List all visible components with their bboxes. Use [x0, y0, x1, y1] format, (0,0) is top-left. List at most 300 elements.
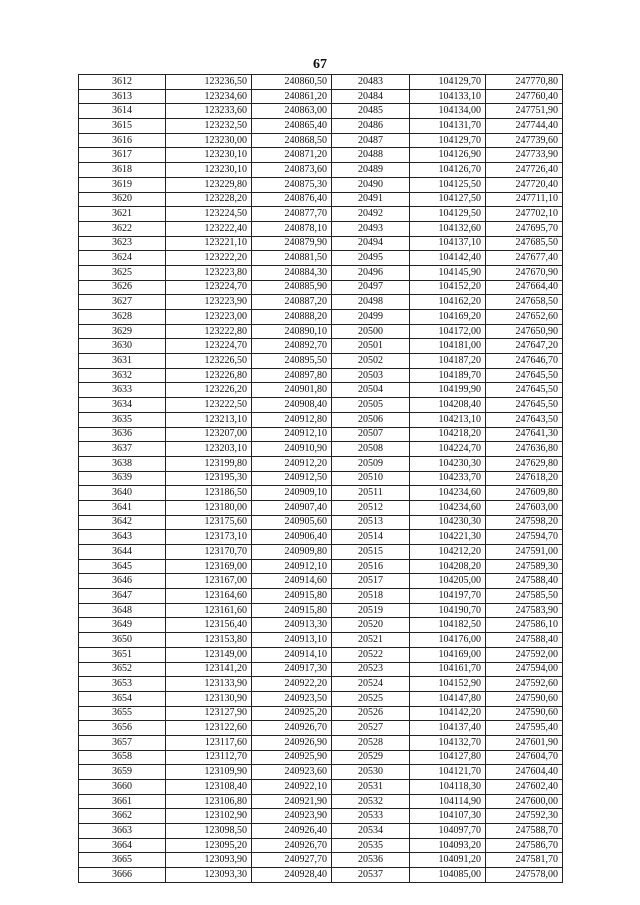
point-number-cell: 3642 [79, 515, 166, 530]
y-coordinate-cell: 247733,90 [486, 148, 563, 163]
x-coordinate-cell: 123222,20 [166, 251, 252, 266]
y-coordinate-cell: 247588,40 [486, 574, 563, 589]
x-coordinate-cell: 104190,70 [410, 603, 486, 618]
y-coordinate-cell: 240881,50 [252, 251, 332, 266]
y-coordinate-cell: 247646,70 [486, 354, 563, 369]
point-number-cell: 20529 [332, 750, 410, 765]
table-row [79, 647, 563, 662]
x-coordinate-cell: 123230,10 [166, 148, 252, 163]
table-row [79, 442, 563, 457]
x-coordinate-cell: 104212,20 [410, 545, 486, 560]
x-coordinate-cell: 123180,00 [166, 500, 252, 515]
page-number: 67 [313, 57, 327, 72]
y-coordinate-cell: 240923,60 [252, 765, 332, 780]
y-coordinate-cell: 240928,40 [252, 868, 332, 883]
point-number-cell: 3613 [79, 89, 166, 104]
point-number-cell: 20525 [332, 691, 410, 706]
y-coordinate-cell: 240865,40 [252, 119, 332, 134]
point-number-cell: 20536 [332, 853, 410, 868]
y-coordinate-cell: 247595,40 [486, 721, 563, 736]
x-coordinate-cell: 104169,00 [410, 647, 486, 662]
x-coordinate-cell: 104118,30 [410, 780, 486, 795]
x-coordinate-cell: 104145,90 [410, 265, 486, 280]
y-coordinate-cell: 240913,30 [252, 618, 332, 633]
x-coordinate-cell: 104230,30 [410, 515, 486, 530]
point-number-cell: 3660 [79, 780, 166, 795]
x-coordinate-cell: 123221,10 [166, 236, 252, 251]
point-number-cell: 3616 [79, 133, 166, 148]
x-coordinate-cell: 123173,10 [166, 530, 252, 545]
point-number-cell: 20510 [332, 471, 410, 486]
y-coordinate-cell: 240905,60 [252, 515, 332, 530]
table-row [79, 310, 563, 325]
y-coordinate-cell: 247652,60 [486, 310, 563, 325]
x-coordinate-cell: 104189,70 [410, 368, 486, 383]
point-number-cell: 3636 [79, 427, 166, 442]
x-coordinate-cell: 123153,80 [166, 633, 252, 648]
point-number-cell: 3650 [79, 633, 166, 648]
y-coordinate-cell: 247600,00 [486, 794, 563, 809]
y-coordinate-cell: 247592,60 [486, 677, 563, 692]
x-coordinate-cell: 123170,70 [166, 545, 252, 560]
y-coordinate-cell: 240923,50 [252, 691, 332, 706]
table-row [79, 721, 563, 736]
point-number-cell: 20534 [332, 824, 410, 839]
point-number-cell: 20486 [332, 119, 410, 134]
x-coordinate-cell: 104097,70 [410, 824, 486, 839]
table-row [79, 75, 563, 90]
y-coordinate-cell: 247604,40 [486, 765, 563, 780]
table-row [79, 677, 563, 692]
point-number-cell: 3635 [79, 412, 166, 427]
y-coordinate-cell: 247588,40 [486, 633, 563, 648]
point-number-cell: 20500 [332, 324, 410, 339]
x-coordinate-cell: 104234,60 [410, 486, 486, 501]
point-number-cell: 3634 [79, 398, 166, 413]
x-coordinate-cell: 104172,00 [410, 324, 486, 339]
y-coordinate-cell: 240912,10 [252, 427, 332, 442]
point-number-cell: 20506 [332, 412, 410, 427]
y-coordinate-cell: 247641,30 [486, 427, 563, 442]
y-coordinate-cell: 240926,40 [252, 824, 332, 839]
x-coordinate-cell: 104121,70 [410, 765, 486, 780]
y-coordinate-cell: 247629,80 [486, 456, 563, 471]
x-coordinate-cell: 104213,10 [410, 412, 486, 427]
x-coordinate-cell: 104134,00 [410, 104, 486, 119]
x-coordinate-cell: 104137,10 [410, 236, 486, 251]
y-coordinate-cell: 240923,90 [252, 809, 332, 824]
point-number-cell: 3658 [79, 750, 166, 765]
point-number-cell: 3625 [79, 265, 166, 280]
x-coordinate-cell: 104182,50 [410, 618, 486, 633]
point-number-cell: 20524 [332, 677, 410, 692]
x-coordinate-cell: 104091,20 [410, 853, 486, 868]
table-row [79, 515, 563, 530]
x-coordinate-cell: 104093,20 [410, 838, 486, 853]
x-coordinate-cell: 104234,60 [410, 500, 486, 515]
point-number-cell: 3629 [79, 324, 166, 339]
x-coordinate-cell: 123203,10 [166, 442, 252, 457]
table-row [79, 706, 563, 721]
point-number-cell: 3645 [79, 559, 166, 574]
x-coordinate-cell: 123222,40 [166, 221, 252, 236]
table-row [79, 589, 563, 604]
x-coordinate-cell: 104126,90 [410, 148, 486, 163]
y-coordinate-cell: 240906,40 [252, 530, 332, 545]
x-coordinate-cell: 123130,90 [166, 691, 252, 706]
point-number-cell: 20512 [332, 500, 410, 515]
x-coordinate-cell: 123164,60 [166, 589, 252, 604]
point-number-cell: 3639 [79, 471, 166, 486]
coordinates-table-body [79, 75, 563, 883]
point-number-cell: 3615 [79, 119, 166, 134]
point-number-cell: 20520 [332, 618, 410, 633]
table-row [79, 280, 563, 295]
y-coordinate-cell: 247594,00 [486, 662, 563, 677]
x-coordinate-cell: 123093,30 [166, 868, 252, 883]
y-coordinate-cell: 247590,60 [486, 691, 563, 706]
table-row [79, 809, 563, 824]
y-coordinate-cell: 240887,20 [252, 295, 332, 310]
point-number-cell: 3656 [79, 721, 166, 736]
point-number-cell: 3664 [79, 838, 166, 853]
y-coordinate-cell: 247609,80 [486, 486, 563, 501]
x-coordinate-cell: 104221,30 [410, 530, 486, 545]
x-coordinate-cell: 104152,90 [410, 677, 486, 692]
point-number-cell: 3646 [79, 574, 166, 589]
table-row [79, 324, 563, 339]
y-coordinate-cell: 247711,10 [486, 192, 563, 207]
table-row [79, 603, 563, 618]
point-number-cell: 3655 [79, 706, 166, 721]
x-coordinate-cell: 123133,90 [166, 677, 252, 692]
table-row [79, 383, 563, 398]
point-number-cell: 3641 [79, 500, 166, 515]
y-coordinate-cell: 240917,30 [252, 662, 332, 677]
y-coordinate-cell: 247695,70 [486, 221, 563, 236]
y-coordinate-cell: 247664,40 [486, 280, 563, 295]
point-number-cell: 3638 [79, 456, 166, 471]
point-number-cell: 20531 [332, 780, 410, 795]
x-coordinate-cell: 123226,50 [166, 354, 252, 369]
table-row [79, 691, 563, 706]
x-coordinate-cell: 123207,00 [166, 427, 252, 442]
x-coordinate-cell: 123161,60 [166, 603, 252, 618]
x-coordinate-cell: 104137,40 [410, 721, 486, 736]
y-coordinate-cell: 247670,90 [486, 265, 563, 280]
point-number-cell: 3622 [79, 221, 166, 236]
point-number-cell: 3654 [79, 691, 166, 706]
y-coordinate-cell: 240884,30 [252, 265, 332, 280]
y-coordinate-cell: 247726,40 [486, 163, 563, 178]
table-row [79, 295, 563, 310]
table-row [79, 207, 563, 222]
y-coordinate-cell: 240925,90 [252, 750, 332, 765]
x-coordinate-cell: 104126,70 [410, 163, 486, 178]
x-coordinate-cell: 123233,60 [166, 104, 252, 119]
table-row [79, 780, 563, 795]
x-coordinate-cell: 123167,00 [166, 574, 252, 589]
point-number-cell: 3643 [79, 530, 166, 545]
point-number-cell: 3652 [79, 662, 166, 677]
table-row [79, 574, 563, 589]
point-number-cell: 20521 [332, 633, 410, 648]
point-number-cell: 3627 [79, 295, 166, 310]
y-coordinate-cell: 240914,10 [252, 647, 332, 662]
x-coordinate-cell: 123199,80 [166, 456, 252, 471]
table-row [79, 339, 563, 354]
table-row [79, 89, 563, 104]
x-coordinate-cell: 123222,80 [166, 324, 252, 339]
table-row [79, 427, 563, 442]
point-number-cell: 20516 [332, 559, 410, 574]
x-coordinate-cell: 123228,20 [166, 192, 252, 207]
y-coordinate-cell: 247603,00 [486, 500, 563, 515]
y-coordinate-cell: 240878,10 [252, 221, 332, 236]
point-number-cell: 20498 [332, 295, 410, 310]
point-number-cell: 20515 [332, 545, 410, 560]
table-row [79, 354, 563, 369]
x-coordinate-cell: 123122,60 [166, 721, 252, 736]
point-number-cell: 3624 [79, 251, 166, 266]
x-coordinate-cell: 104085,00 [410, 868, 486, 883]
x-coordinate-cell: 104230,30 [410, 456, 486, 471]
table-row [79, 559, 563, 574]
y-coordinate-cell: 247589,30 [486, 559, 563, 574]
table-row [79, 251, 563, 266]
y-coordinate-cell: 240921,90 [252, 794, 332, 809]
table-row [79, 794, 563, 809]
x-coordinate-cell: 104176,00 [410, 633, 486, 648]
point-number-cell: 20527 [332, 721, 410, 736]
point-number-cell: 20537 [332, 868, 410, 883]
y-coordinate-cell: 247591,00 [486, 545, 563, 560]
y-coordinate-cell: 247585,50 [486, 589, 563, 604]
x-coordinate-cell: 104142,20 [410, 706, 486, 721]
x-coordinate-cell: 104169,20 [410, 310, 486, 325]
y-coordinate-cell: 247744,40 [486, 119, 563, 134]
x-coordinate-cell: 123222,50 [166, 398, 252, 413]
point-number-cell: 3617 [79, 148, 166, 163]
x-coordinate-cell: 123223,80 [166, 265, 252, 280]
table-row [79, 824, 563, 839]
table-row [79, 750, 563, 765]
point-number-cell: 20532 [332, 794, 410, 809]
point-number-cell: 20490 [332, 177, 410, 192]
point-number-cell: 20523 [332, 662, 410, 677]
y-coordinate-cell: 247760,40 [486, 89, 563, 104]
table-row [79, 633, 563, 648]
x-coordinate-cell: 123169,00 [166, 559, 252, 574]
y-coordinate-cell: 240927,70 [252, 853, 332, 868]
table-row [79, 163, 563, 178]
point-number-cell: 20505 [332, 398, 410, 413]
x-coordinate-cell: 123093,90 [166, 853, 252, 868]
x-coordinate-cell: 104208,40 [410, 398, 486, 413]
point-number-cell: 3623 [79, 236, 166, 251]
x-coordinate-cell: 104127,50 [410, 192, 486, 207]
point-number-cell: 20502 [332, 354, 410, 369]
point-number-cell: 3620 [79, 192, 166, 207]
table-row [79, 148, 563, 163]
y-coordinate-cell: 240890,10 [252, 324, 332, 339]
x-coordinate-cell: 104218,20 [410, 427, 486, 442]
y-coordinate-cell: 240926,90 [252, 735, 332, 750]
x-coordinate-cell: 123108,40 [166, 780, 252, 795]
y-coordinate-cell: 247702,10 [486, 207, 563, 222]
table-row [79, 104, 563, 119]
y-coordinate-cell: 247720,40 [486, 177, 563, 192]
x-coordinate-cell: 104129,50 [410, 207, 486, 222]
x-coordinate-cell: 123098,50 [166, 824, 252, 839]
point-number-cell: 20484 [332, 89, 410, 104]
y-coordinate-cell: 240895,50 [252, 354, 332, 369]
y-coordinate-cell: 240912,20 [252, 456, 332, 471]
y-coordinate-cell: 240922,10 [252, 780, 332, 795]
table-row [79, 530, 563, 545]
point-number-cell: 20508 [332, 442, 410, 457]
x-coordinate-cell: 104199,90 [410, 383, 486, 398]
table-row [79, 735, 563, 750]
table-row [79, 119, 563, 134]
y-coordinate-cell: 240915,80 [252, 589, 332, 604]
y-coordinate-cell: 247581,70 [486, 853, 563, 868]
x-coordinate-cell: 104142,40 [410, 251, 486, 266]
point-number-cell: 20519 [332, 603, 410, 618]
table-row [79, 662, 563, 677]
point-number-cell: 20518 [332, 589, 410, 604]
point-number-cell: 20517 [332, 574, 410, 589]
y-coordinate-cell: 240879,90 [252, 236, 332, 251]
point-number-cell: 20489 [332, 163, 410, 178]
y-coordinate-cell: 247592,00 [486, 647, 563, 662]
x-coordinate-cell: 123102,90 [166, 809, 252, 824]
y-coordinate-cell: 240912,10 [252, 559, 332, 574]
y-coordinate-cell: 240925,20 [252, 706, 332, 721]
y-coordinate-cell: 247677,40 [486, 251, 563, 266]
y-coordinate-cell: 247598,20 [486, 515, 563, 530]
point-number-cell: 3614 [79, 104, 166, 119]
y-coordinate-cell: 247645,50 [486, 383, 563, 398]
x-coordinate-cell: 123224,70 [166, 339, 252, 354]
x-coordinate-cell: 104187,20 [410, 354, 486, 369]
point-number-cell: 3647 [79, 589, 166, 604]
point-number-cell: 20496 [332, 265, 410, 280]
table-row [79, 265, 563, 280]
x-coordinate-cell: 123149,00 [166, 647, 252, 662]
point-number-cell: 3619 [79, 177, 166, 192]
point-number-cell: 3663 [79, 824, 166, 839]
y-coordinate-cell: 247602,40 [486, 780, 563, 795]
x-coordinate-cell: 104224,70 [410, 442, 486, 457]
table-row [79, 486, 563, 501]
x-coordinate-cell: 123234,60 [166, 89, 252, 104]
y-coordinate-cell: 247658,50 [486, 295, 563, 310]
y-coordinate-cell: 247578,00 [486, 868, 563, 883]
x-coordinate-cell: 123175,60 [166, 515, 252, 530]
x-coordinate-cell: 123224,70 [166, 280, 252, 295]
y-coordinate-cell: 247590,60 [486, 706, 563, 721]
x-coordinate-cell: 104114,90 [410, 794, 486, 809]
point-number-cell: 20485 [332, 104, 410, 119]
y-coordinate-cell: 247647,20 [486, 339, 563, 354]
point-number-cell: 3657 [79, 735, 166, 750]
table-row [79, 368, 563, 383]
y-coordinate-cell: 247739,60 [486, 133, 563, 148]
y-coordinate-cell: 240885,90 [252, 280, 332, 295]
y-coordinate-cell: 247685,50 [486, 236, 563, 251]
point-number-cell: 20494 [332, 236, 410, 251]
y-coordinate-cell: 240914,60 [252, 574, 332, 589]
table-row [79, 412, 563, 427]
x-coordinate-cell: 104208,20 [410, 559, 486, 574]
x-coordinate-cell: 104132,60 [410, 221, 486, 236]
x-coordinate-cell: 123226,20 [166, 383, 252, 398]
x-coordinate-cell: 104181,00 [410, 339, 486, 354]
point-number-cell: 3626 [79, 280, 166, 295]
table-row [79, 838, 563, 853]
x-coordinate-cell: 104125,50 [410, 177, 486, 192]
point-number-cell: 20487 [332, 133, 410, 148]
x-coordinate-cell: 104129,70 [410, 75, 486, 90]
x-coordinate-cell: 123223,90 [166, 295, 252, 310]
table-row [79, 618, 563, 633]
y-coordinate-cell: 240909,80 [252, 545, 332, 560]
y-coordinate-cell: 240877,70 [252, 207, 332, 222]
x-coordinate-cell: 104197,70 [410, 589, 486, 604]
x-coordinate-cell: 104133,10 [410, 89, 486, 104]
y-coordinate-cell: 247770,80 [486, 75, 563, 90]
point-number-cell: 3632 [79, 368, 166, 383]
table-row [79, 456, 563, 471]
point-number-cell: 3648 [79, 603, 166, 618]
y-coordinate-cell: 247645,50 [486, 368, 563, 383]
y-coordinate-cell: 247594,70 [486, 530, 563, 545]
y-coordinate-cell: 240910,90 [252, 442, 332, 457]
y-coordinate-cell: 240926,70 [252, 838, 332, 853]
table-row [79, 853, 563, 868]
point-number-cell: 20492 [332, 207, 410, 222]
point-number-cell: 3653 [79, 677, 166, 692]
y-coordinate-cell: 240913,10 [252, 633, 332, 648]
point-number-cell: 20495 [332, 251, 410, 266]
y-coordinate-cell: 247604,70 [486, 750, 563, 765]
point-number-cell: 20514 [332, 530, 410, 545]
coordinates-table [78, 74, 563, 883]
x-coordinate-cell: 104233,70 [410, 471, 486, 486]
y-coordinate-cell: 247592,30 [486, 809, 563, 824]
y-coordinate-cell: 247601,90 [486, 735, 563, 750]
point-number-cell: 20522 [332, 647, 410, 662]
x-coordinate-cell: 104131,70 [410, 119, 486, 134]
table-row [79, 236, 563, 251]
point-number-cell: 3630 [79, 339, 166, 354]
point-number-cell: 20497 [332, 280, 410, 295]
point-number-cell: 3662 [79, 809, 166, 824]
y-coordinate-cell: 247643,50 [486, 412, 563, 427]
point-number-cell: 20503 [332, 368, 410, 383]
y-coordinate-cell: 240909,10 [252, 486, 332, 501]
point-number-cell: 3633 [79, 383, 166, 398]
y-coordinate-cell: 247588,70 [486, 824, 563, 839]
x-coordinate-cell: 104161,70 [410, 662, 486, 677]
point-number-cell: 20504 [332, 383, 410, 398]
table-row [79, 868, 563, 883]
y-coordinate-cell: 247751,90 [486, 104, 563, 119]
x-coordinate-cell: 123117,60 [166, 735, 252, 750]
y-coordinate-cell: 240860,50 [252, 75, 332, 90]
y-coordinate-cell: 240912,80 [252, 412, 332, 427]
